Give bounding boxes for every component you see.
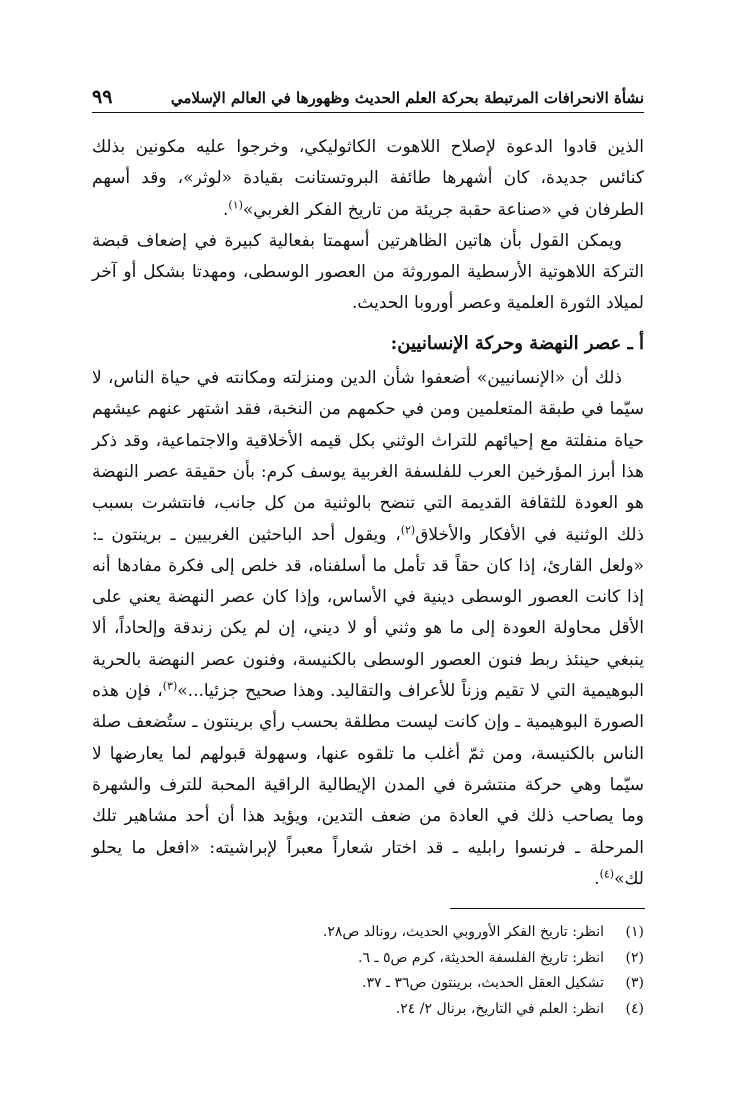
running-title: نشأة الانحرافات المرتبطة بحركة العلم الحديث وظهورها في العالم الإسلامي [170, 89, 644, 107]
footnote-text: انظر: تاريخ الفلسفة الحديثة، كرم ص٥ ـ ٦. [358, 949, 604, 966]
section-heading: أ ـ عصر النهضة وحركة الإنسانيين: [390, 332, 644, 354]
footnote-number: (٢) [625, 949, 644, 966]
footnote-text: تشكيل العقل الحديث، برينتون ص٣٦ ـ ٣٧. [361, 975, 604, 991]
paragraph-3-end: . [594, 868, 600, 889]
paragraph-1 [92, 132, 644, 226]
paragraph-1-text: الذين قادوا الدعوة لإصلاح اللاهوت الكاثوليكي، وخرجوا عليه مكونين بذلك كنائس جديدة، كان أشهرها طائفة البروتستانت بقيادة «لوثر»، وقد أسهم الطرفان في «صناعة حقبة جريئة من تاريخ الفكر الغربي» [92, 137, 644, 220]
footnote-item [92, 946, 644, 972]
paragraph-3-part-b: ، ويقول أحد الباحثين الغربيين ـ برينتون ـ: «ولعل القارئ، إذا كان حقاً قد تأمل ما أسلفناه، قد خلص إلى فكرة مفادها أنه إذا كانت العصور الوسطى دينية في الأساس، وإذا كان عصر النهضة يعني على الأقل محاولة العودة إلى ما هو وثني أو لا ديني، إن لم يكن زندقة وإلحاداً، ألا ينبغي حينئذ ربط فنون العصور الوسطى بالكنيسة، وفنون عصر النهضة بالحرية البوهيمية التي لا تقيم وزناً للأعراف والتقاليد. وهذا صحيح جزئيا...» [92, 524, 644, 702]
paragraph-3 [92, 363, 644, 895]
footnote-ref-2: (٢) [400, 522, 416, 536]
paragraph-3-part-a: ذلك أن «الإنسانيين» أضعفوا شأن الدين ومنزلته ومكانته في حياة الناس، لا سيّما في طبقة المتعلمين ومن في حكمهم من النخبة، فقد اشتهر عنهم عيشهم حياة منفلتة مع إحيائهم للتراث الوثني بكل قيمه الأخلاقية والاجتماعية، وقد ذكر هذا أبرز المؤرخين العرب للفلسفة الغربية يوسف كرم: بأن حقيقة عصر النهضة هو العودة للثقافة القديمة التي تنضح بالوثنية من كل جانب، فانتشرت بسبب ذلك الوثنية في الأفكار والأخلاق [92, 368, 644, 545]
paragraph-3-part-c: ، فإن هذه الصورة البوهيمية ـ وإن كانت ليست مطلقة بحسب رأي برينتون ـ ستُضعف صلة الناس بالكنيسة، ومن ثمّ أغلب ما تلقوه عنها، وسهولة قبولهم لما يعارضها لا سيّما وهي حركة منتشرة في المدن الإيطالية الراقية المحبة للترف والشهرة وما يصاحب ذلك في العادة من ضعف التدين، ويؤيد هذا أن أحد مشاهير تلك المرحلة ـ فرنسوا رابليه ـ قد اختار شعاراً معبراً لإبراشيته: «افعل ما يحلو لك» [92, 681, 644, 889]
footnote-divider [450, 908, 645, 909]
footnote-ref-3: (٣) [162, 679, 178, 693]
main-text [92, 132, 644, 895]
footnote-number: (١) [625, 924, 644, 940]
footnote-number: (٣) [625, 975, 644, 991]
footnote-ref-4: (٤) [599, 867, 615, 881]
footnote-ref-1: (١) [228, 197, 243, 211]
footnote-text: انظر: العلم في التاريخ، برنال ٢/ ٢٤. [395, 1000, 604, 1017]
paragraph-1-end: . [222, 199, 229, 220]
page-number: ٩٩ [92, 86, 113, 108]
footnote-item [92, 920, 644, 946]
page-header [92, 78, 644, 113]
footnote-item [92, 971, 644, 997]
paragraph-2: ويمكن القول بأن هاتين الظاهرتين أسهمتا بفعالية كبيرة في إضعاف قبضة التركة اللاهوتية الأرسطية الموروثة من العصور الوسطى، ومهدتا بشكل أو آخر لميلاد الثورة العلمية وعصر أوروبا الحديث. [92, 230, 644, 314]
footnote-item [92, 997, 644, 1023]
footnote-number: (٤) [625, 1000, 644, 1017]
footnote-text: انظر: تاريخ الفكر الأوروبي الحديث، رونالد ص٢٨. [322, 924, 604, 940]
footnotes [92, 920, 644, 1022]
